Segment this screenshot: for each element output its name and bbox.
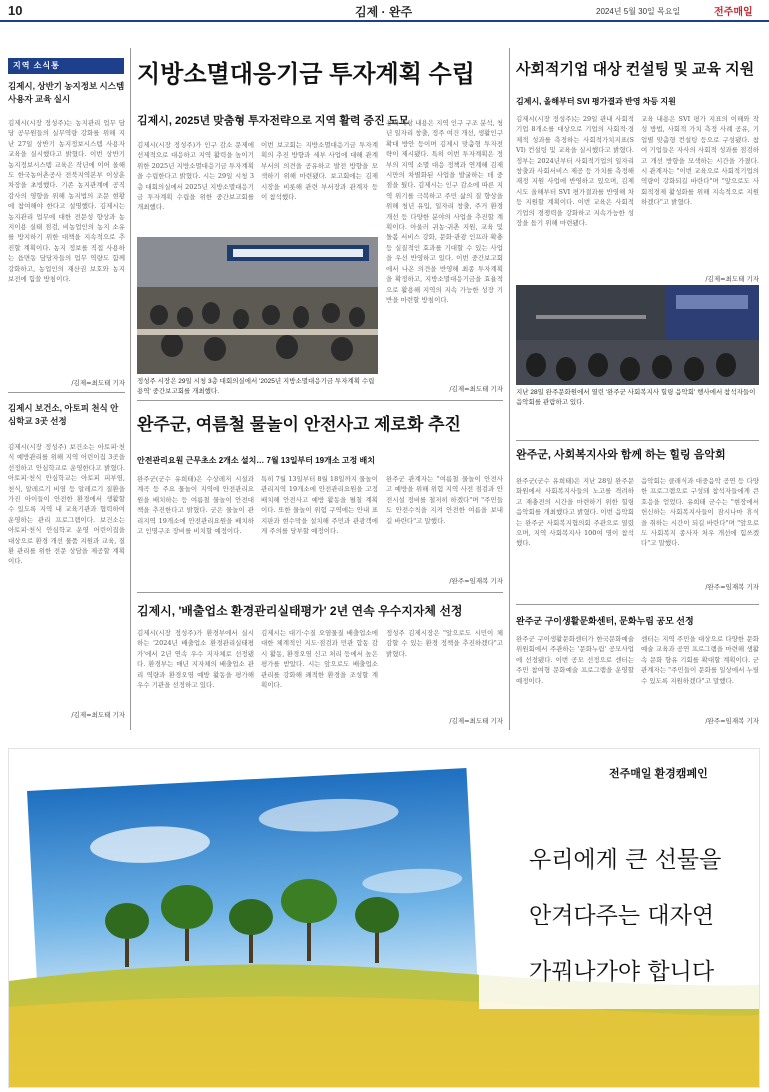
social-col2: 교육 내용은 SVI 평가 지표의 이해와 작성 방법, 사회적 가치 측정 사례 공유, 기업별 맞춤형 컨설팅 등으로 구성됐다. 참여 기업들은 자사의 사회적 성과를 점검하고 개선 방향을 모색하는 시간을 가졌다. 시 관계자는 "이번 교육으로 사회적기업의 역량이 강화되길 바란다"며 "앞으로도 사회적경제 활성화를 위해 지속적으로 지원하겠다"고 밝혔다. bbox=[641, 115, 759, 207]
lead-col2: 이번 보고회는 지방소멸대응기금 투자계획의 추진 방향과 세부 사업에 대해 관계 부서의 의견을 공유하고 발전 방향을 모색하기 위해 마련됐다. 보고회에는 김제시장을 비롯해 관련 부서장과 관계자 등이 참석했다. bbox=[261, 141, 378, 202]
ad-line2: 안겨다주는 대자연 bbox=[529, 903, 715, 929]
healing-headline: 완주군, 사회복지사와 함께 하는 힐링 음악회 bbox=[516, 449, 726, 461]
divider bbox=[8, 392, 125, 393]
emission-col1: 김제시(시장 정성주)가 환경부에서 실시하는 '2024년 배출업소 환경관리실태평가'에서 2년 연속 우수 지자체로 선정됐다. 환경부는 매년 지자체의 배출업소 관리 역량과 환경오염 예방 활동을 평가해 우수 기관을 선정하고 있다. bbox=[137, 629, 254, 690]
page-number: 10 bbox=[8, 3, 23, 18]
page-header bbox=[0, 0, 769, 22]
safety-col1: 완주군(군수 유희태)은 수상레저 시설과 계곡 등 주요 물놀이 지역에 안전관리요원을 배치하는 등 여름철 물놀이 안전대책을 추진한다고 밝혔다. 군은 물놀이 관리지역 19개소에 안전관리요원을 배치하고 인명구조 장비를 비치할 예정이다. bbox=[137, 475, 254, 536]
emission-headline: 김제시, '배출업소 환경관리실태평가' 2년 연속 우수지자체 선정 bbox=[137, 604, 463, 618]
healing-col1: 완주군(군수 유희태)은 지난 28일 완주문화원에서 사회복지사들의 노고를 격려하고 재충전의 시간을 마련하기 위한 힐링 음악회를 개최했다고 밝혔다. 이번 음악회는 완주군 사회복지협의회 주관으로 열렸으며, 지역 사회복지사 100여 명이 참석했다. bbox=[516, 477, 634, 548]
culture-headline: 완주군 구이생활문화센터, 문화누림 공모 선정 bbox=[516, 616, 694, 626]
ad-line1: 우리에게 큰 선물을 bbox=[529, 847, 722, 873]
safety-col3: 완주군 관계자는 "여름철 물놀이 안전사고 예방을 위해 위험 지역 사전 점검과 안전시설 정비를 철저히 하겠다"며 "주민들도 안전수칙을 지켜 안전한 여름을 보내길 바란다"고 말했다. bbox=[386, 475, 503, 525]
emission-col2: 김제시는 대기·수질 오염물질 배출업소에 대한 체계적인 지도·점검과 민관 합동 감시 활동, 환경오염 신고 처리 등에서 높은 평가를 받았다. 시는 앞으로도 배출업소 관리를 강화해 쾌적한 환경을 조성할 계획이다. bbox=[261, 629, 378, 690]
divider bbox=[137, 592, 503, 593]
concert-photo bbox=[516, 285, 759, 385]
healing-col2: 음악회는 클래식과 대중음악 공연 등 다양한 프로그램으로 구성돼 참석자들에게 큰 호응을 얻었다. 유희태 군수는 "현장에서 헌신하는 사회복지사들이 잠시나마 휴식을 취하는 시간이 되길 바란다"며 "앞으로도 사회복지 종사자 처우 개선에 힘쓰겠다"고 말했다. bbox=[641, 477, 759, 548]
emission-col3: 정성주 김제시장은 "앞으로도 시민이 체감할 수 있는 환경 정책을 추진하겠다"고 밝혔다. bbox=[386, 629, 503, 658]
social-subhead: 김제시, 올해부터 SVI 평가결과 반영 차등 지원 bbox=[516, 97, 676, 106]
sidebar-story1-title: 김제시, 상반기 농지정보 시스템 사용자 교육 실시 bbox=[8, 81, 125, 104]
divider bbox=[516, 604, 759, 605]
sidebar-story2-title: 김제시 보건소, 아토피 천식 안심학교 3곳 선정 bbox=[8, 403, 119, 426]
safety-headline: 완주군, 여름철 물놀이 안전사고 제로화 추진 bbox=[137, 415, 461, 434]
sidebar-label: 지역 소식통 bbox=[13, 61, 60, 70]
lead-subhead: 김제시, 2025년 맞춤형 투자전략으로 지역 활력 증진 도모 bbox=[137, 115, 410, 127]
section-name: 김제 · 완주 bbox=[355, 5, 413, 19]
briefing-photo-caption: 정성주 시장은 29일 시청 3층 대회의실에서 '2025년 지방소멸대응기금 투자계획 수립 용역' 중간보고회를 개최했다. bbox=[137, 378, 375, 395]
briefing-photo bbox=[137, 237, 378, 374]
culture-col1: 완주군 구이생활문화센터가 한국문화예술위원회에서 주관하는 '문화누림' 공모사업에 선정됐다. 이번 공모 선정으로 센터는 주민 참여형 문화예술 프로그램을 운영할 예정이다. bbox=[516, 635, 634, 685]
sidebar-story2-byline: /김제=최도태 기자 bbox=[71, 711, 125, 719]
concert-photo-caption: 지난 28일 완주문화원에서 열린 '완주군 사회복지사 힐링 음악회' 행사에서 참석자들이 음악회를 관람하고 있다. bbox=[516, 389, 756, 406]
column-divider bbox=[509, 48, 510, 444]
culture-byline: /완주=임재복 기자 bbox=[705, 717, 759, 725]
divider bbox=[516, 440, 759, 441]
lead-headline: 지방소멸대응기금 투자계획 수립 bbox=[137, 61, 475, 88]
lead-col1: 김제시(시장 정성주)가 인구 감소 문제에 선제적으로 대응하고 지역 활력을 높이기 위한 2025년 지방소멸대응기금 투자계획을 수립한다고 밝혔다. 시는 29일 시청 3층 대회의실에서 2025년 지방소멸대응기금 투자계획 수립을 위한 중간보고회를 개최했다. bbox=[137, 141, 254, 212]
issue-date: 2024년 5월 30일 목요일 bbox=[596, 7, 681, 16]
ad-campaign-title: 전주매일 환경캠페인 bbox=[609, 768, 708, 780]
healing-byline: /완주=임재복 기자 bbox=[705, 583, 759, 591]
sidebar-story1-body: 김제시(시장 정성주)는 농지관리 업무 담당 공무원들의 실무역량 강화를 위해 지난 27일 상반기 농지정보시스템 사용자 교육을 실시했다고 밝혔다. 이번 상반기 농지정보시스템 교육은 작년에 이어 올해도 한국농어촌공사 전북지역본부 이상훈 차장을 초빙했다. 기존 농지관계에 공직감사의 영향을 위해 농지법의 조문 현황에 참여해야 한다고 설명했다. 김제시는 농지관리 업무에 대한 전문성 향상과 농지이용 실태 점검, 비농업인의 농지 소유를 방지하기 위한 대책을 지속적으로 추진할 계획이다. 농지 정보를 직접 사용하는 읍면동 담당자들의 업무 역량도 함께 강화하고, 농업인의 재산권 보호와 농지 보전에 힘쓸 방침이다. bbox=[8, 119, 125, 284]
environment-campaign-ad bbox=[8, 748, 760, 1088]
safety-byline: /완주=임재복 기자 bbox=[449, 577, 503, 585]
social-col1: 김제시(시장 정성주)는 29일 관내 사회적기업 8개소를 대상으로 기업의 사회적·경제적 성과를 측정하는 사회적가치지표(SVI) 컨설팅 및 교육을 실시했다고 밝혔다. 정부는 2024년부터 사회적기업의 일자리 창출과 사회서비스 제공 등 가치를 측정해 재정 지원 사업에 반영하고 있으며, 김제시도 올해부터 SVI 평가결과를 반영해 차등 지원할 계획이다. 이번 교육은 사회적기업의 경쟁력을 강화하고 지속가능한 성장을 돕기 위해 마련됐다. bbox=[516, 115, 634, 228]
column-divider bbox=[509, 444, 510, 730]
emission-byline: /김제=최도태 기자 bbox=[449, 717, 503, 725]
column-divider bbox=[130, 48, 131, 730]
culture-col2: 센터는 지역 주민을 대상으로 다양한 문화예술 교육과 공연 프로그램을 마련해 생활 속 문화 향유 기회를 확대할 계획이다. 군 관계자는 "주민들이 문화를 일상에서 누릴 수 있도록 지원하겠다"고 말했다. bbox=[641, 635, 759, 685]
social-headline: 사회적기업 대상 컨설팅 및 교육 지원 bbox=[516, 61, 755, 78]
sidebar-story1-byline: /김제=최도태 기자 bbox=[71, 379, 125, 387]
social-byline: /김제=최도태 기자 bbox=[705, 275, 759, 283]
sidebar-story2-body: 김제시(시장 정성주) 보건소는 아토피·천식 예방관리를 위해 지역 어린이집 3곳을 선정하고 안심학교로 운영한다고 밝혔다. 아토피·천식 안심학교는 아토피 피부염, 천식, 알레르기 비염 등 알레르기 질환을 가진 아이들이 안전한 환경에서 생활할 수 있도록 지역 내 교육기관과 협력하여 운영하는 관리 프로그램이다. 보건소는 아토피·천식 안심학교 운영 어린이집을 대상으로 환경 개선 물품 지원과 교육, 질환 관리를 위한 전문 상담을 제공할 계획이다. bbox=[8, 443, 125, 566]
ad-line3: 가꿔나가야 합니다 bbox=[529, 959, 715, 985]
divider bbox=[137, 400, 503, 401]
lead-col3: 용역 대상 내용은 지역 인구 구조 분석, 청년 일자리 창출, 정주 여건 개선, 생활인구 확대 방안 등이며 김제시 맞춤형 투자전략이 제시됐다. 특히 이번 투자계획은 정부의 지역 소멸 대응 정책과 연계해 김제시만의 차별화된 사업을 발굴하는 데 중점을 뒀다. 김제시는 인구 감소에 따른 지역 위기를 극복하고 주민 삶의 질 향상을 위해 청년 유입, 일자리 창출, 주거 환경 개선 등 다양한 분야의 사업을 추진할 계획이다. 아울러 귀농·귀촌 지원, 교육 및 돌봄 서비스 강화, 문화·관광 인프라 확충 등 실질적인 효과를 기대할 수 있는 사업을 우선 반영하고 있다. 이번 중간보고회에서 나온 의견을 반영해 최종 투자계획을 확정하고, 지방소멸대응기금을 효율적으로 활용해 지역의 지속 가능한 성장 기반을 마련할 방침이다. bbox=[386, 119, 503, 304]
safety-subhead: 안전관리요원 근무초소 2개소 설치… 7월 13일부터 19개소 고정 배치 bbox=[137, 456, 375, 465]
lead-byline: /김제=최도태 기자 bbox=[449, 385, 503, 393]
newspaper-logo: 전주매일 bbox=[714, 7, 753, 18]
safety-col2: 특히 7월 13일부터 8월 18일까지 물놀이 관리지역 19개소에 안전관리요원을 고정 배치해 안전사고 예방 활동을 펼칠 계획이다. 또한 물놀이 위험 구역에는 안내 표지판과 현수막을 설치해 주민과 관광객에게 주의를 당부할 예정이다. bbox=[261, 475, 378, 536]
